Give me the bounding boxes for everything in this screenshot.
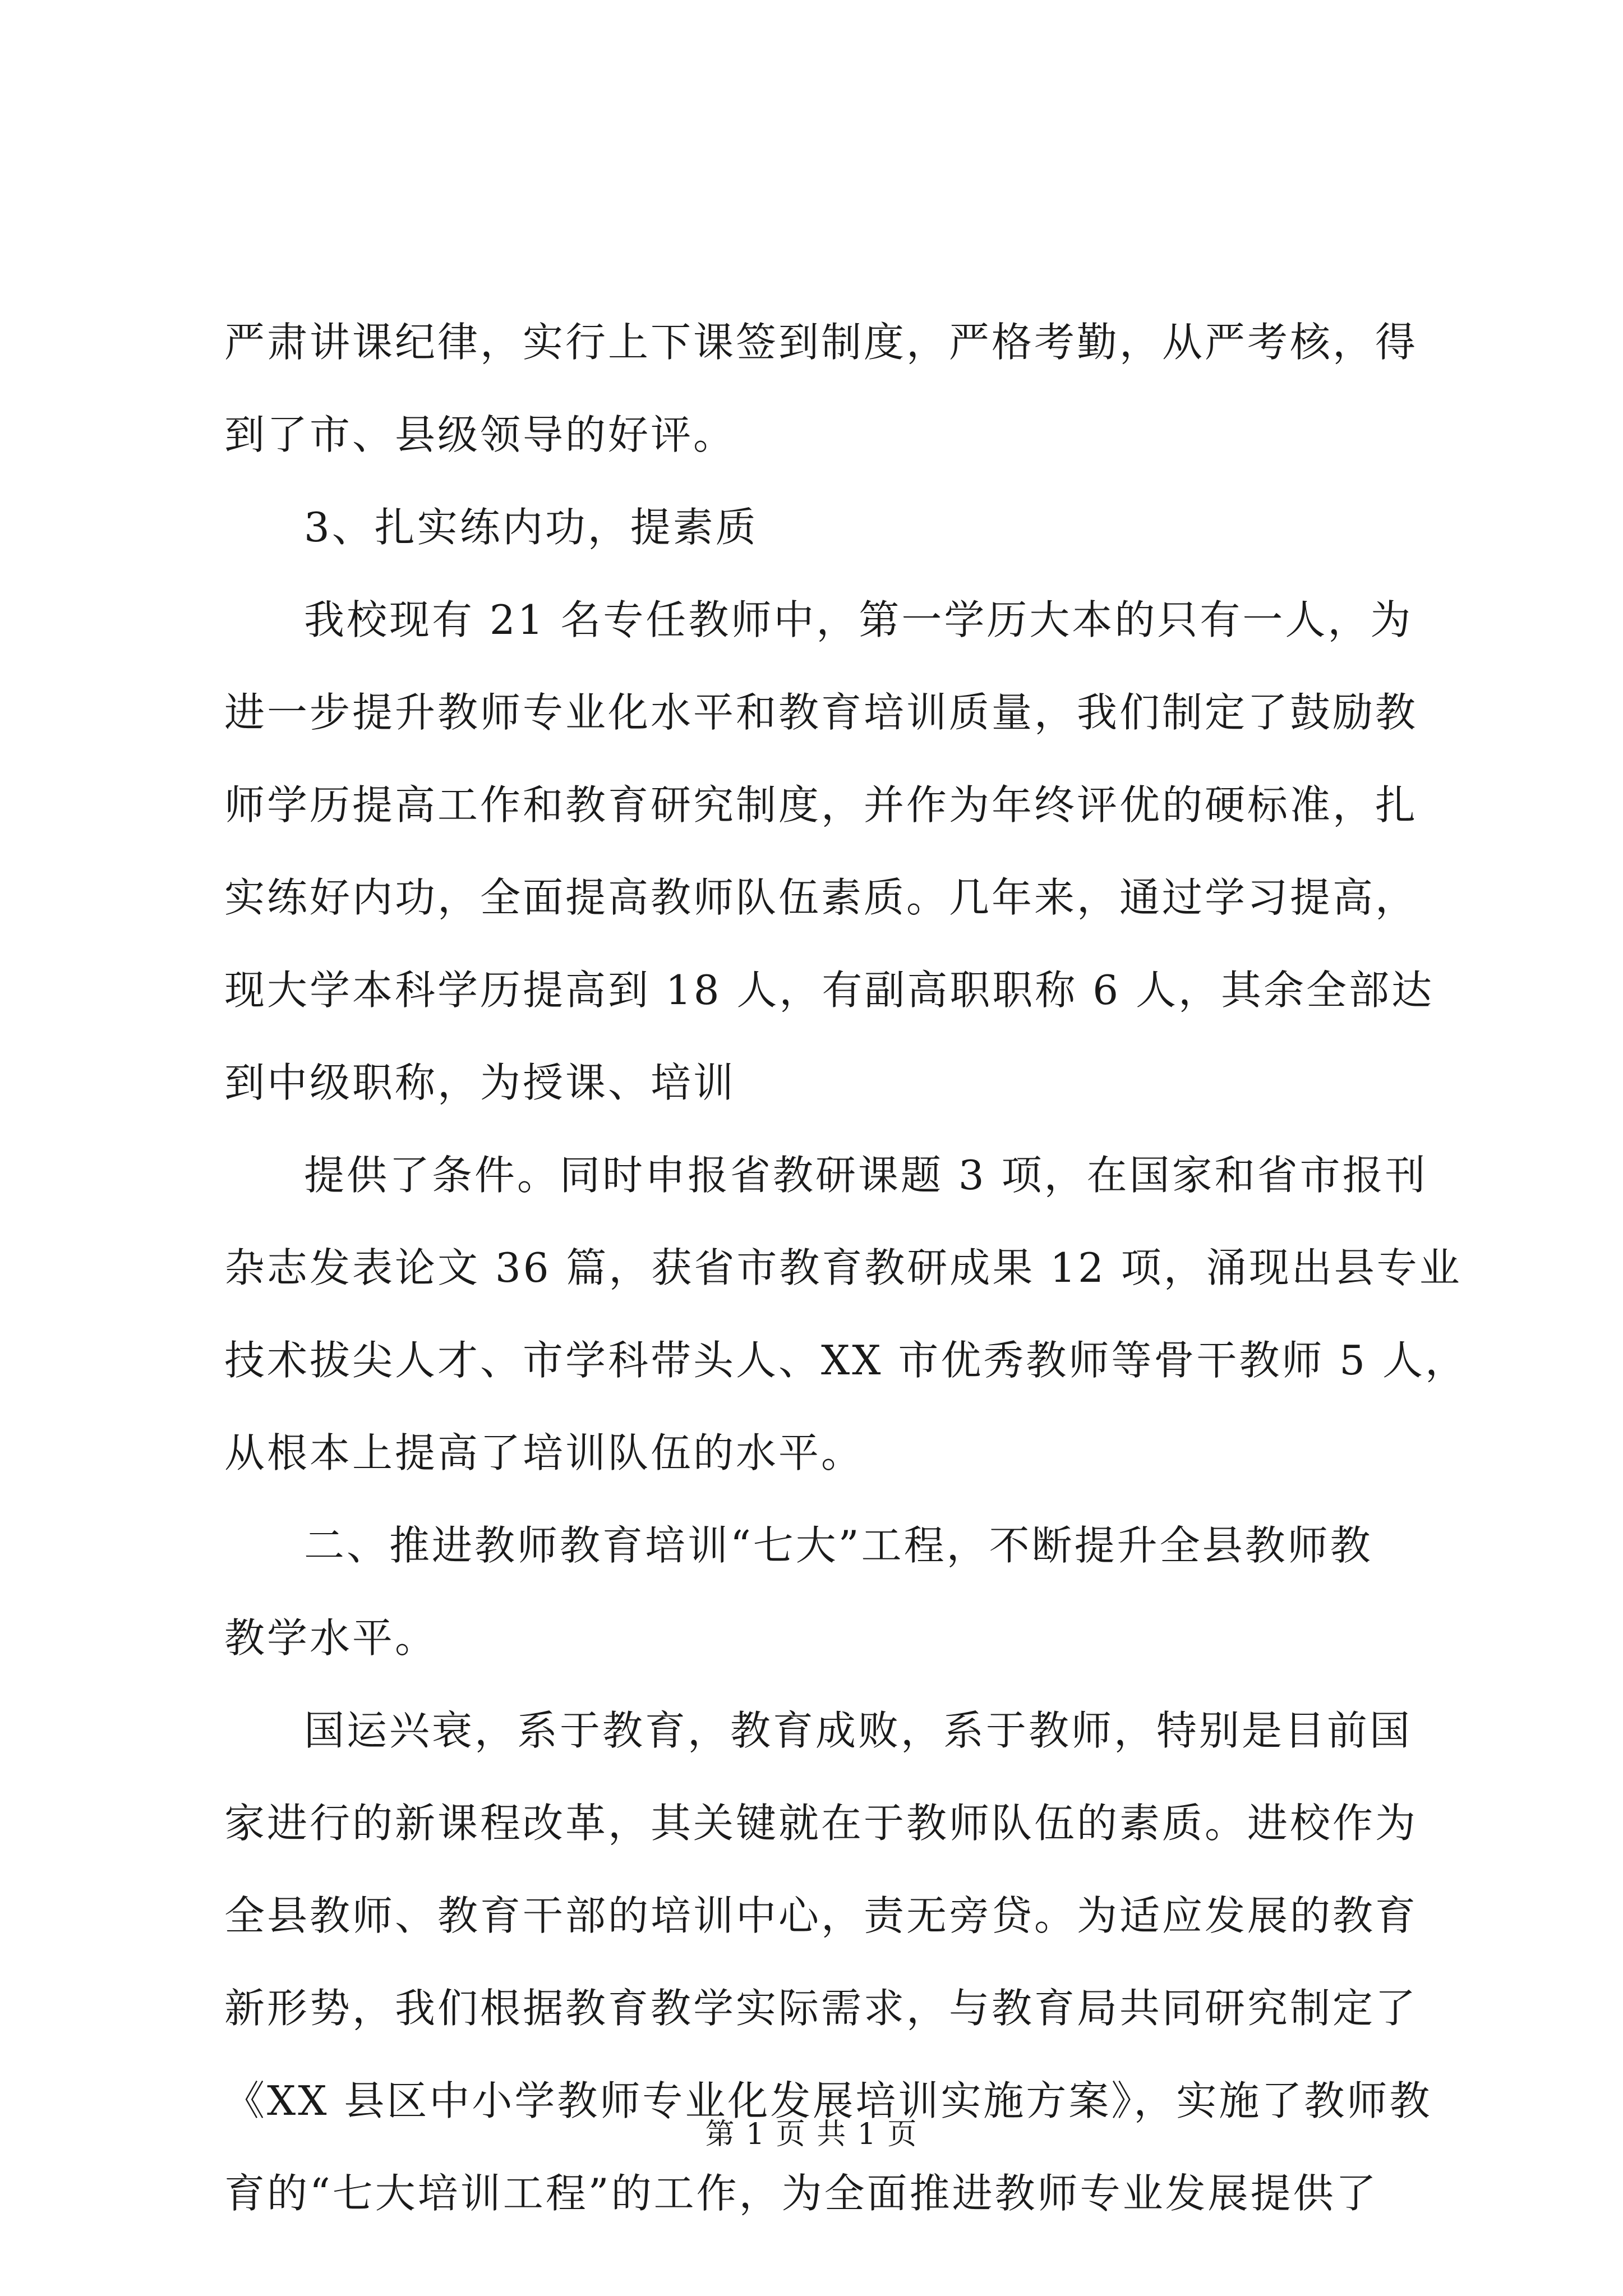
text-line: 提供了条件。同时申报省教研课题 3 项，在国家和省市报刊 bbox=[304, 1152, 1428, 1199]
text-line: 师学历提高工作和教育研究制度，并作为年终评优的硬标准，扎 bbox=[224, 781, 1418, 829]
text-line: 到中级职称，为授课、培训 bbox=[224, 1059, 736, 1106]
section-heading: 3、扎实练内功，提素质 bbox=[304, 504, 758, 551]
text-line: 严肃讲课纪律，实行上下课签到制度，严格考勤，从严考核，得 bbox=[224, 319, 1418, 366]
page-number-footer: 第 1 页 共 1 页 bbox=[705, 2118, 918, 2151]
text-line: 杂志发表论文 36 篇，获省市教育教研成果 12 项，涌现出县专业 bbox=[224, 1244, 1462, 1291]
text-line: 家进行的新课程改革，其关键就在于教师队伍的素质。进校作为 bbox=[224, 1800, 1418, 1847]
text-line: 到了市、县级领导的好评。 bbox=[224, 411, 736, 458]
text-line: 从根本上提高了培训队伍的水平。 bbox=[224, 1429, 864, 1476]
section-heading: 教学水平。 bbox=[224, 1614, 438, 1662]
document-body bbox=[224, 296, 1468, 2240]
text-line: 育的“七大培训工程”的工作，为全面推进教师专业发展提供了 bbox=[224, 2170, 1378, 2217]
section-heading: 二、推进教师教育培训“七大”工程，不断提升全县教师教 bbox=[304, 1522, 1373, 1569]
text-line: 技术拔尖人才、市学科带头人、XX 市优秀教师等骨干教师 5 人， bbox=[224, 1337, 1468, 1384]
text-line: 实练好内功，全面提高教师队伍素质。几年来，通过学习提高， bbox=[224, 874, 1418, 921]
text-line: 进一步提升教师专业化水平和教育培训质量，我们制定了鼓励教 bbox=[224, 689, 1418, 736]
text-line: 《XX 县区中小学教师专业化发展培训实施方案》，实施了教师教 bbox=[224, 2077, 1432, 2124]
text-line: 全县教师、教育干部的培训中心，责无旁贷。为适应发展的教育 bbox=[224, 1892, 1418, 1939]
text-line: 现大学本科学历提高到 18 人，有副高职职称 6 人，其余全部达 bbox=[224, 967, 1434, 1014]
text-line: 新形势，我们根据教育教学实际需求，与教育局共同研究制定了 bbox=[224, 1985, 1418, 2032]
text-line: 我校现有 21 名专任教师中，第一学历大本的只有一人，为 bbox=[304, 596, 1413, 643]
text-line: 国运兴衰，系于教育，教育成败，系于教师，特别是目前国 bbox=[304, 1707, 1413, 1754]
